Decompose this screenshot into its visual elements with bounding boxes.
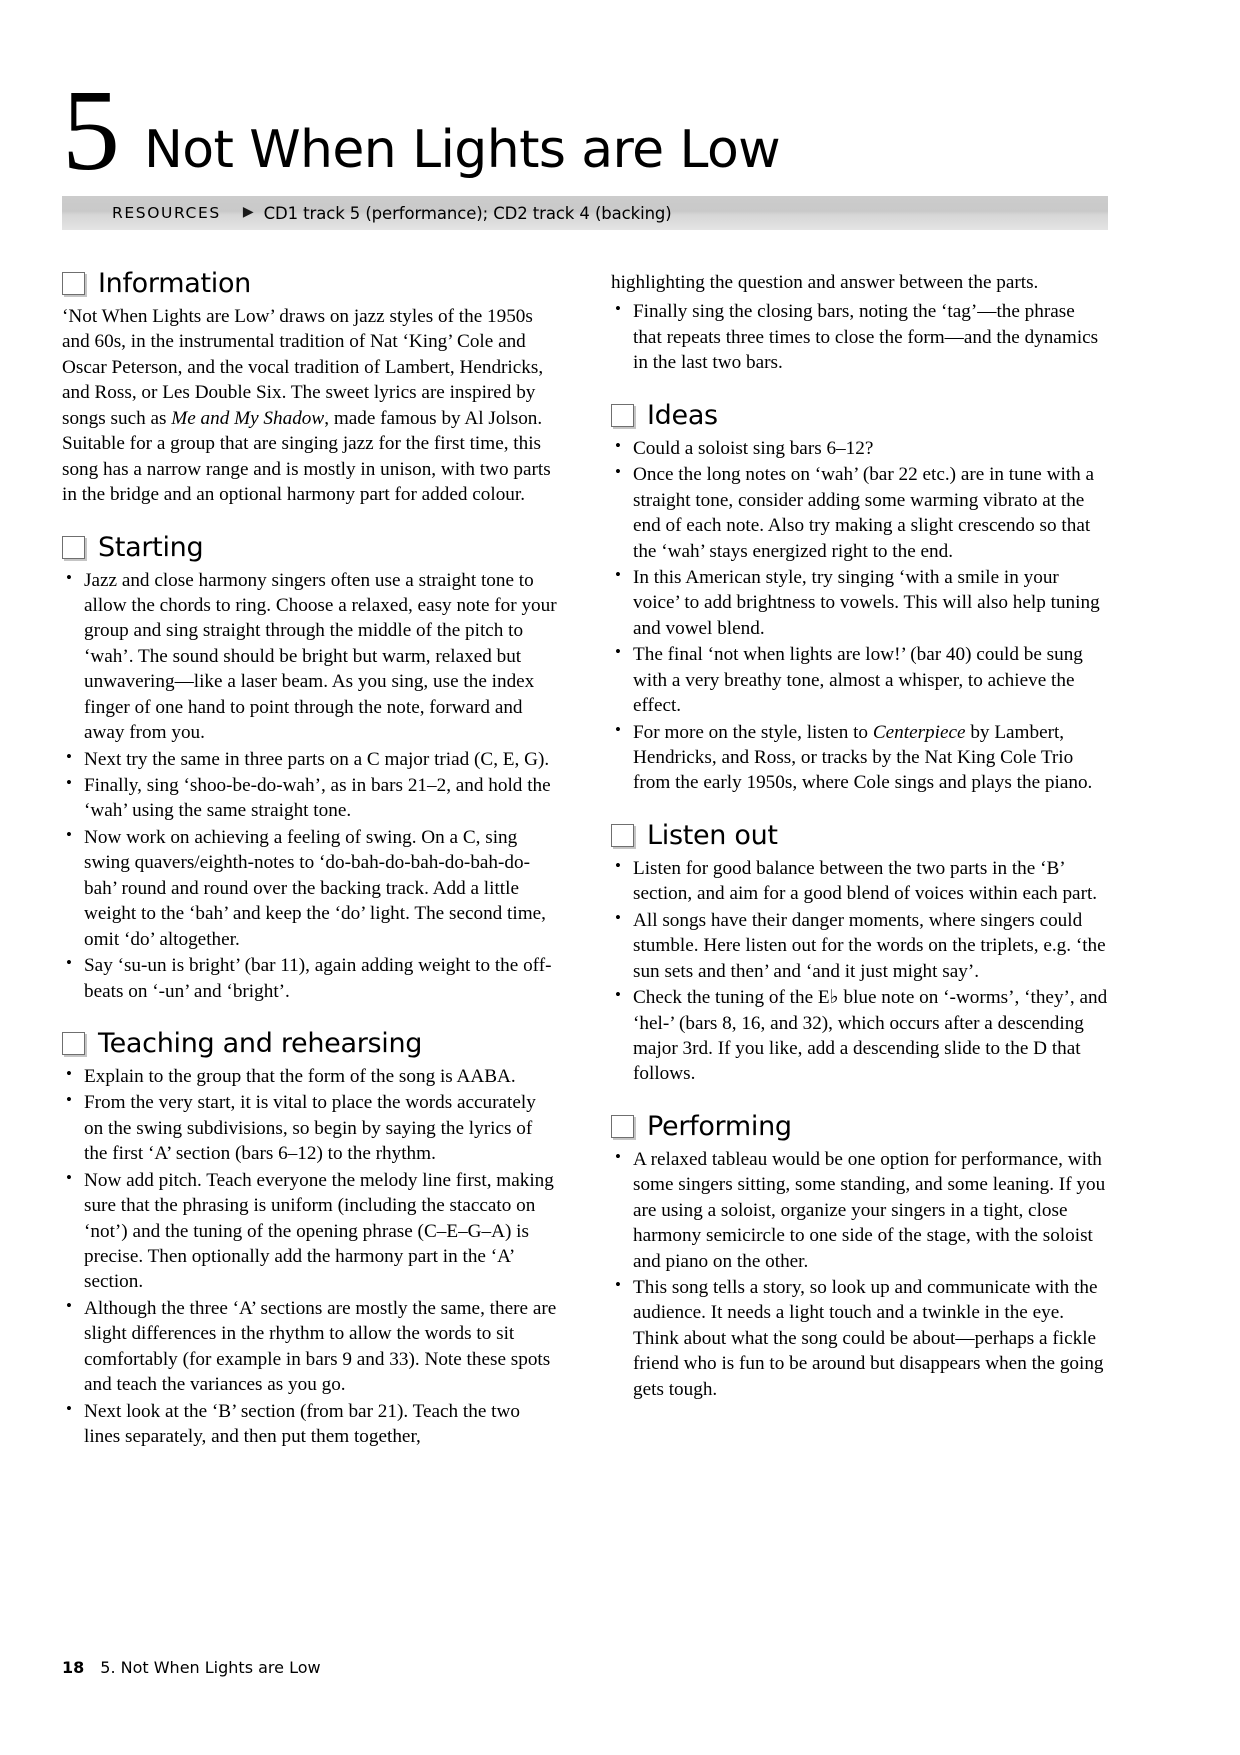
list-item: • The final ‘not when lights are low!’ (bar 40) could be sung with a very breathy tone, almost a whisper, to achieve the effect.: [611, 642, 1108, 718]
list-item: • Explain to the group that the form of the song is AABA.: [62, 1064, 559, 1089]
checkbox-icon: [62, 536, 85, 559]
left-column: [62, 270, 559, 1451]
section-header-listen-out: [611, 819, 1108, 851]
list-item: • Although the three ‘A’ sections are mostly the same, there are slight differences in the rhythm to allow the words to sit comfortably (for example in bars 9 and 33). Note these spots and teach the variances as you go.: [62, 1296, 559, 1398]
list-item: • Listen for good balance between the two parts in the ‘B’ section, and aim for a good blend of voices within each part.: [611, 856, 1108, 907]
list-item: • All songs have their danger moments, where singers could stumble. Here listen out for the words on the triplets, e.g. ‘the sun sets and then’ and ‘and it just might say’.: [611, 908, 1108, 984]
information-text-a: ‘Not When Lights are Low’ draws on jazz styles of the 1950s and 60s, in the instrumental tradition of Nat ‘King’ Cole and Oscar Peterson, and the vocal tradition of Lambert, Hendricks, and Ross, or Les Double Six. The sweet lyrics are inspired by songs such as: [62, 306, 544, 429]
performing-list: [611, 1147, 1108, 1402]
page-content: [62, 58, 1108, 1451]
list-item: • From the very start, it is vital to place the words accurately on the swing subdivisions, so begin by saying the lyrics of the first ‘A’ section (bars 6–12) to the rhythm.: [62, 1090, 559, 1166]
chapter-heading: [62, 58, 1108, 195]
list-item: • Now work on achieving a feeling of swing. On a C, sing swing quavers/eighth-notes to ‘do-bah-do-bah-do-bah-do-bah’ round and round over the backing track. Add a little weight to the ‘bah’ and keep the ‘do’ light. The second time, omit ‘do’ altogether.: [62, 825, 559, 952]
list-item: [611, 720, 1108, 796]
play-triangle-icon: ▶: [242, 205, 254, 220]
section-header-ideas: [611, 399, 1108, 431]
section-title-information: Information: [98, 268, 251, 299]
checkbox-icon: [62, 272, 85, 295]
list-item: • A relaxed tableau would be one option for performance, with some singers sitting, some standing, and some leaning. If you are using a soloist, organize your singers in a tight, close harmony semicircle to one side of the stage, with the soloist and piano on the other.: [611, 1147, 1108, 1274]
list-item: • Say ‘su-un is bright’ (bar 11), again adding weight to the off-beats on ‘-un’ and ‘bright’.: [62, 953, 559, 1004]
list-item: • Once the long notes on ‘wah’ (bar 22 etc.) are in tune with a straight tone, consider adding some warming vibrato at the end of each note. Also try making a slight crescendo so that the ‘wah’ stays energized right to the end.: [611, 462, 1108, 564]
footer-chapter-text: 5. Not When Lights are Low: [100, 1658, 321, 1677]
resources-text: CD1 track 5 (performance); CD2 track 4 (backing): [263, 203, 672, 223]
teaching-list: [62, 1064, 559, 1450]
section-header-teaching: [62, 1027, 559, 1059]
list-item: • In this American style, try singing ‘with a smile in your voice’ to add brightness to vowels. This will also help tuning and vowel blend.: [611, 565, 1108, 641]
information-text-b: , made famous by Al Jolson. Suitable for a group that are singing jazz for the first time, this song has a narrow range and is mostly in unison, with two parts in the bridge and an optional harmony part for added colour.: [62, 407, 551, 506]
section-header-information: [62, 270, 559, 297]
checkbox-icon: [611, 824, 634, 847]
ideas-item5-italic: Centerpiece: [872, 721, 966, 743]
list-item: • Jazz and close harmony singers often use a straight tone to allow the chords to ring. Choose a relaxed, easy note for your group and sing straight through the middle of the pitch to ‘wah’. The sound should be bright but warm, relaxed but unwavering—like a laser beam. As you sing, use the index finger of one hand to point through the note, forward and away from you.: [62, 568, 559, 746]
resources-label: RESOURCES: [112, 204, 221, 222]
list-item: • Next look at the ‘B’ section (from bar 21). Teach the two lines separately, and then put them together,: [62, 1399, 559, 1450]
section-title-teaching: Teaching and rehearsing: [98, 1027, 423, 1059]
ideas-item5-pre: For more on the style, listen to: [633, 721, 873, 743]
section-title-listen-out: Listen out: [647, 819, 778, 851]
page-footer: [62, 1658, 321, 1677]
two-column-layout: [62, 270, 1108, 1451]
section-title-ideas: Ideas: [647, 399, 718, 431]
list-item: • Could a soloist sing bars 6–12?: [611, 436, 1108, 461]
chapter-number: 5: [62, 66, 118, 195]
checkbox-icon: [611, 1115, 634, 1138]
section-header-performing: [611, 1110, 1108, 1142]
list-item: • This song tells a story, so look up and communicate with the audience. It needs a light touch and a twinkle in the eye. Think about what the song could be about—perhaps a fickle friend who is fun to be around but disappears when the going gets tough.: [611, 1275, 1108, 1402]
page-title: Not When Lights are Low: [144, 120, 781, 180]
listen-out-list: [611, 856, 1108, 1087]
checkbox-icon: [62, 1032, 85, 1055]
ideas-list: [611, 436, 1108, 796]
starting-list: [62, 568, 559, 1004]
list-item: • Check the tuning of the E♭ blue note on ‘-worms’, ‘they’, and ‘hel-’ (bars 8, 16, and 32), which occurs after a descending major 3rd. If you like, add a descending slide to the D that follows.: [611, 985, 1108, 1087]
section-header-starting: [62, 531, 559, 563]
right-column: [611, 270, 1108, 1451]
teaching-list-continued: [611, 299, 1108, 375]
footer-page-number: 18: [62, 1658, 85, 1677]
checkbox-icon: [611, 404, 634, 427]
resources-bar: [62, 196, 1108, 230]
list-item: • Finally sing the closing bars, noting the ‘tag’—the phrase that repeats three times to close the form—and the dynamics in the last two bars.: [611, 299, 1108, 375]
list-item: • Next try the same in three parts on a C major triad (C, E, G).: [62, 747, 559, 772]
information-paragraph: [62, 304, 559, 508]
teaching-continuation: highlighting the question and answer between the parts.: [611, 272, 1039, 293]
list-item: • Now add pitch. Teach everyone the melody line first, making sure that the phrasing is uniform (including the staccato on ‘not’) and the tuning of the opening phrase (C–E–G–A) is precise. Then optionally add the harmony part in the ‘A’ section.: [62, 1168, 559, 1295]
section-title-starting: Starting: [98, 531, 204, 563]
information-text-italic: Me and My Shadow: [171, 407, 325, 429]
ideas-item5-post: by Lambert, Hendricks, and Ross, or tracks by the Nat King Cole Trio from the early 1950s, where Cole sings and plays the piano.: [633, 721, 1093, 794]
section-title-performing: Performing: [647, 1110, 792, 1142]
list-item: • Finally, sing ‘shoo-be-do-wah’, as in bars 21–2, and hold the ‘wah’ using the same straight tone.: [62, 773, 559, 824]
